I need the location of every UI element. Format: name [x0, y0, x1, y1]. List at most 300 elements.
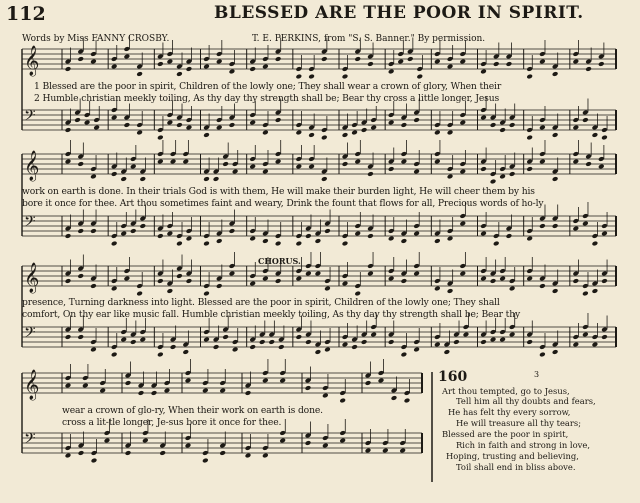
note-head [186, 66, 193, 72]
note-head [136, 71, 143, 77]
note-head [434, 286, 441, 292]
note-head [413, 347, 420, 353]
note-head [552, 288, 559, 294]
note-head [480, 339, 487, 345]
note-head [526, 166, 533, 172]
note-head [493, 61, 500, 67]
note-head [305, 440, 312, 446]
note-head [111, 286, 118, 292]
note-head [164, 388, 171, 394]
note-head [361, 127, 368, 133]
hymn-line-5: Blessed are the poor in spirit, [442, 429, 569, 439]
note-head [232, 347, 239, 353]
note-head [167, 231, 174, 237]
note-head [459, 120, 466, 126]
bass-clef-icon: 𝄢 [24, 107, 36, 128]
note-head [324, 286, 331, 292]
note-head [459, 169, 466, 175]
note-head [124, 276, 131, 282]
note-head [573, 226, 580, 232]
note-head [111, 115, 118, 121]
note-head [157, 278, 164, 284]
note-head [259, 339, 266, 345]
note-head [203, 241, 210, 247]
note-head [275, 159, 282, 165]
note-head [573, 125, 580, 131]
note-head [601, 231, 608, 237]
note-head [120, 176, 127, 182]
note-head [249, 236, 256, 242]
note-head [216, 59, 223, 65]
note-head [413, 271, 420, 277]
note-head [592, 288, 599, 294]
note-head [305, 385, 312, 391]
note-head [367, 233, 374, 239]
note-head [249, 66, 256, 72]
note-head [157, 61, 164, 67]
treble-clef-icon: 𝄞 [24, 263, 40, 293]
note-head [499, 276, 506, 282]
note-head [78, 450, 85, 456]
note-head [275, 278, 282, 284]
note-head [124, 122, 131, 128]
bass-clef-icon: 𝄢 [24, 213, 36, 234]
note-head [322, 443, 329, 449]
note-head [232, 169, 239, 175]
note-head [539, 59, 546, 65]
note-head [401, 238, 408, 244]
note-head [490, 278, 497, 284]
note-head [182, 159, 189, 165]
page-number: 112 [6, 3, 46, 25]
note-head [354, 291, 361, 297]
note-head [459, 221, 466, 227]
note-head [601, 135, 608, 141]
note-head [539, 283, 546, 289]
note-head [245, 453, 252, 459]
note-head [77, 334, 84, 340]
note-head [388, 276, 395, 282]
note-head [308, 132, 315, 138]
lyric-line-2-verse-1: work on earth is done. In their trials God is with them, He will make their burden light, He will cheer them by his [22, 186, 535, 197]
note-head [509, 122, 516, 128]
note-head [342, 161, 349, 167]
note-head [434, 159, 441, 165]
note-head [249, 164, 256, 170]
note-head [213, 176, 220, 182]
note-head [499, 174, 506, 180]
note-head [185, 378, 192, 384]
note-head [459, 271, 466, 277]
note-head [65, 66, 72, 72]
note-head [182, 349, 189, 355]
note-head [416, 74, 423, 80]
note-head [324, 228, 331, 234]
note-head [365, 448, 372, 454]
note-head [139, 337, 146, 343]
note-head [342, 281, 349, 287]
note-head [229, 122, 236, 128]
note-head [354, 159, 361, 165]
note-head [229, 271, 236, 277]
note-head [573, 278, 580, 284]
note-head [539, 159, 546, 165]
note-head [354, 56, 361, 62]
note-head [111, 171, 118, 177]
note-head [598, 164, 605, 170]
note-head [401, 122, 408, 128]
lyric-line-1-verse-1: 1 Blessed are the poor in spirit, Children of the lowly one; They shall wear a crown of glory, When their [34, 81, 502, 92]
note-head [157, 233, 164, 239]
note-head [275, 56, 282, 62]
chorus-label: CHORUS. [258, 256, 301, 266]
note-head [573, 342, 580, 348]
note-head [202, 458, 209, 464]
note-head [305, 233, 312, 239]
note-head [157, 352, 164, 358]
note-head [167, 120, 174, 126]
note-head [111, 64, 118, 70]
lyric-line-4-verse-1: wear a crown of glo-ry, When their work on earth is done. [62, 405, 323, 416]
music-credit: T. E. PERKINS, from "S. S. Banner." By permission. [252, 34, 486, 44]
note-head [77, 273, 84, 279]
note-head [388, 120, 395, 126]
note-head [447, 174, 454, 180]
note-head [342, 241, 349, 247]
note-head [509, 286, 516, 292]
note-head [229, 228, 236, 234]
note-head [262, 453, 269, 459]
note-head [125, 450, 132, 456]
note-head [526, 74, 533, 80]
note-head [65, 453, 72, 459]
note-head [77, 56, 84, 62]
note-head [447, 130, 454, 136]
note-head [203, 64, 210, 70]
note-head [202, 388, 209, 394]
note-head [186, 236, 193, 242]
note-head [539, 352, 546, 358]
note-head [176, 122, 183, 128]
note-head [278, 344, 285, 350]
note-head [447, 236, 454, 242]
note-head [370, 125, 377, 131]
note-head [509, 171, 516, 177]
note-head [65, 127, 72, 133]
note-head [480, 231, 487, 237]
note-head [539, 125, 546, 131]
note-head [203, 291, 210, 297]
note-head [499, 127, 506, 133]
note-head [552, 132, 559, 138]
note-head [480, 276, 487, 282]
note-head [90, 228, 97, 234]
bass-clef-icon: 𝄢 [24, 324, 36, 345]
note-head [151, 390, 158, 396]
note-head [167, 288, 174, 294]
verse-number: 3 [534, 370, 540, 379]
note-head [601, 278, 608, 284]
note-head [339, 438, 346, 444]
note-head [499, 337, 506, 343]
lyric-line-1-verse-2: 2 Humble christian meekly toiling, As thy day thy strength shall be; Bear thy cross a little longer, Jesus [34, 93, 500, 104]
note-head [582, 117, 589, 123]
note-head [296, 164, 303, 170]
note-head [275, 117, 282, 123]
note-head [388, 339, 395, 345]
note-head [365, 380, 372, 386]
note-head [249, 281, 256, 287]
note-head [203, 337, 210, 343]
lyric-line-3-verse-2: comfort, On thy ear like music fall. Humble christian meekly toiling, As thy day thy strength shall be; Bear thy [22, 309, 521, 320]
note-head [404, 398, 411, 404]
note-head [552, 349, 559, 355]
lyric-line-4-verse-2: cross a lit-tle longer, Je-sus bore it once for thee. [62, 417, 282, 428]
words-credit: Words by Miss FANNY CROSBY. [22, 34, 170, 44]
note-head [342, 342, 349, 348]
note-head [401, 278, 408, 284]
hymn-line-2: Tell him all thy doubts and fears, [456, 396, 596, 406]
note-head [434, 59, 441, 65]
note-head [125, 380, 132, 386]
hymn-line-1: Art thou tempted, go to Jesus, [442, 386, 570, 396]
note-head [370, 332, 377, 338]
note-head [296, 74, 303, 80]
note-head [315, 238, 322, 244]
note-head [601, 334, 608, 340]
note-head [388, 236, 395, 242]
note-head [552, 71, 559, 77]
hymn-line-4: He will treasure all thy tears; [456, 418, 582, 428]
note-head [459, 59, 466, 65]
note-head [90, 174, 97, 180]
note-head [84, 120, 91, 126]
note-head [93, 125, 100, 131]
note-head [453, 339, 460, 345]
note-head [82, 383, 89, 389]
note-head [526, 135, 533, 141]
note-head [136, 130, 143, 136]
note-head [245, 390, 252, 396]
note-head [296, 276, 303, 282]
note-head [111, 241, 118, 247]
note-head [585, 161, 592, 167]
note-head [216, 283, 223, 289]
note-head [186, 278, 193, 284]
note-head [342, 132, 349, 138]
note-head [130, 164, 137, 170]
note-head [262, 276, 269, 282]
note-head [573, 59, 580, 65]
note-head [77, 161, 84, 167]
note-head [111, 352, 118, 358]
lyric-line-2-verse-2: bore it once for thee. Art thou sometimes faint and weary, Drink the fount that flows for all, Precious words of ho-ly [22, 198, 544, 209]
note-head [354, 231, 361, 237]
note-head [322, 393, 329, 399]
note-head [324, 347, 331, 353]
note-head [77, 228, 84, 234]
hymn-line-6: Rich in faith and strong in love, [456, 440, 590, 450]
note-head [90, 283, 97, 289]
note-head [262, 238, 269, 244]
note-head [296, 241, 303, 247]
note-head [222, 334, 229, 340]
note-head [367, 61, 374, 67]
note-head [99, 388, 106, 394]
note-head [229, 69, 236, 75]
note-head [65, 383, 72, 389]
note-head [399, 448, 406, 454]
note-head [157, 159, 164, 165]
note-head [493, 241, 500, 247]
note-head [186, 125, 193, 131]
note-head [367, 271, 374, 277]
note-head [91, 458, 98, 464]
note-head [592, 241, 599, 247]
lyric-line-3-verse-1: presence, Turning darkness into light. Blessed are the poor in spirit, Children of the lowly one; They shall [22, 297, 500, 308]
hymn-line-3: He has felt thy every sorrow, [448, 407, 571, 417]
note-head [65, 278, 72, 284]
note-head [213, 344, 220, 350]
note-head [308, 164, 315, 170]
note-head [268, 339, 275, 345]
note-head [480, 115, 487, 121]
note-head [506, 61, 513, 67]
note-head [434, 130, 441, 136]
note-head [490, 337, 497, 343]
treble-clef-icon: 𝄞 [24, 151, 40, 181]
note-head [388, 166, 395, 172]
note-head [222, 161, 229, 167]
note-head [480, 69, 487, 75]
note-head [130, 228, 137, 234]
note-head [262, 64, 269, 70]
note-head [136, 291, 143, 297]
note-head [388, 69, 395, 75]
note-head [592, 132, 599, 138]
note-head [120, 337, 127, 343]
note-head [490, 179, 497, 185]
hymn-title: BLESSED ARE THE POOR IN SPIRIT. [214, 3, 584, 23]
note-head [552, 223, 559, 229]
note-head [552, 176, 559, 182]
note-head [142, 438, 149, 444]
note-head [120, 231, 127, 237]
treble-clef-icon: 𝄞 [24, 46, 40, 76]
note-head [65, 159, 72, 165]
note-head [321, 176, 328, 182]
note-head [444, 349, 451, 355]
note-head [397, 59, 404, 65]
note-head [592, 342, 599, 348]
note-head [262, 169, 269, 175]
note-head [249, 120, 256, 126]
note-head [361, 339, 368, 345]
note-head [305, 271, 312, 277]
note-head [573, 159, 580, 165]
note-head [65, 233, 72, 239]
note-head [447, 288, 454, 294]
note-head [447, 64, 454, 70]
note-head [203, 176, 210, 182]
note-head [74, 117, 81, 123]
note-head [401, 352, 408, 358]
note-head [401, 159, 408, 165]
note-head [509, 332, 516, 338]
note-head [279, 438, 286, 444]
hymn-line-7: Hoping, trusting and believing, [446, 451, 579, 461]
note-head [315, 349, 322, 355]
note-head [170, 159, 177, 165]
note-head [413, 231, 420, 237]
note-head [434, 342, 441, 348]
note-head [185, 443, 192, 449]
note-head [315, 271, 322, 277]
note-head [413, 117, 420, 123]
note-head [176, 71, 183, 77]
note-head [90, 347, 97, 353]
note-head [262, 130, 269, 136]
note-head [104, 438, 111, 444]
note-head [262, 378, 269, 384]
note-head [275, 241, 282, 247]
note-head [249, 344, 256, 350]
note-head [219, 450, 226, 456]
note-head [203, 132, 210, 138]
note-head [351, 130, 358, 136]
note-head [159, 450, 166, 456]
note-head [598, 61, 605, 67]
note-head [342, 74, 349, 80]
note-head [407, 56, 414, 62]
note-head [65, 334, 72, 340]
bass-clef-icon: 𝄢 [24, 430, 36, 451]
note-head [490, 122, 497, 128]
note-head [526, 276, 533, 282]
note-head [539, 223, 546, 229]
note-head [582, 291, 589, 297]
note-head [296, 334, 303, 340]
note-head [138, 390, 145, 396]
hymn-line-8: Toil shall end in bliss above. [456, 462, 576, 472]
treble-clef-icon: 𝄞 [24, 370, 40, 400]
note-head [90, 59, 97, 65]
note-head [305, 339, 312, 345]
note-head [526, 339, 533, 345]
hymn-number: 160 [438, 369, 468, 385]
note-head [367, 171, 374, 177]
note-head [582, 332, 589, 338]
note-head [176, 273, 183, 279]
note-head [506, 233, 513, 239]
note-head [526, 236, 533, 242]
note-head [463, 332, 470, 338]
note-head [382, 448, 389, 454]
note-head [219, 388, 226, 394]
note-head [351, 344, 358, 350]
note-head [216, 238, 223, 244]
note-head [585, 66, 592, 72]
note-head [139, 223, 146, 229]
note-head [176, 241, 183, 247]
note-head [321, 56, 328, 62]
note-head [157, 135, 164, 141]
note-head [296, 130, 303, 136]
note-head [321, 135, 328, 141]
note-head [170, 344, 177, 350]
note-head [413, 169, 420, 175]
note-head [434, 238, 441, 244]
